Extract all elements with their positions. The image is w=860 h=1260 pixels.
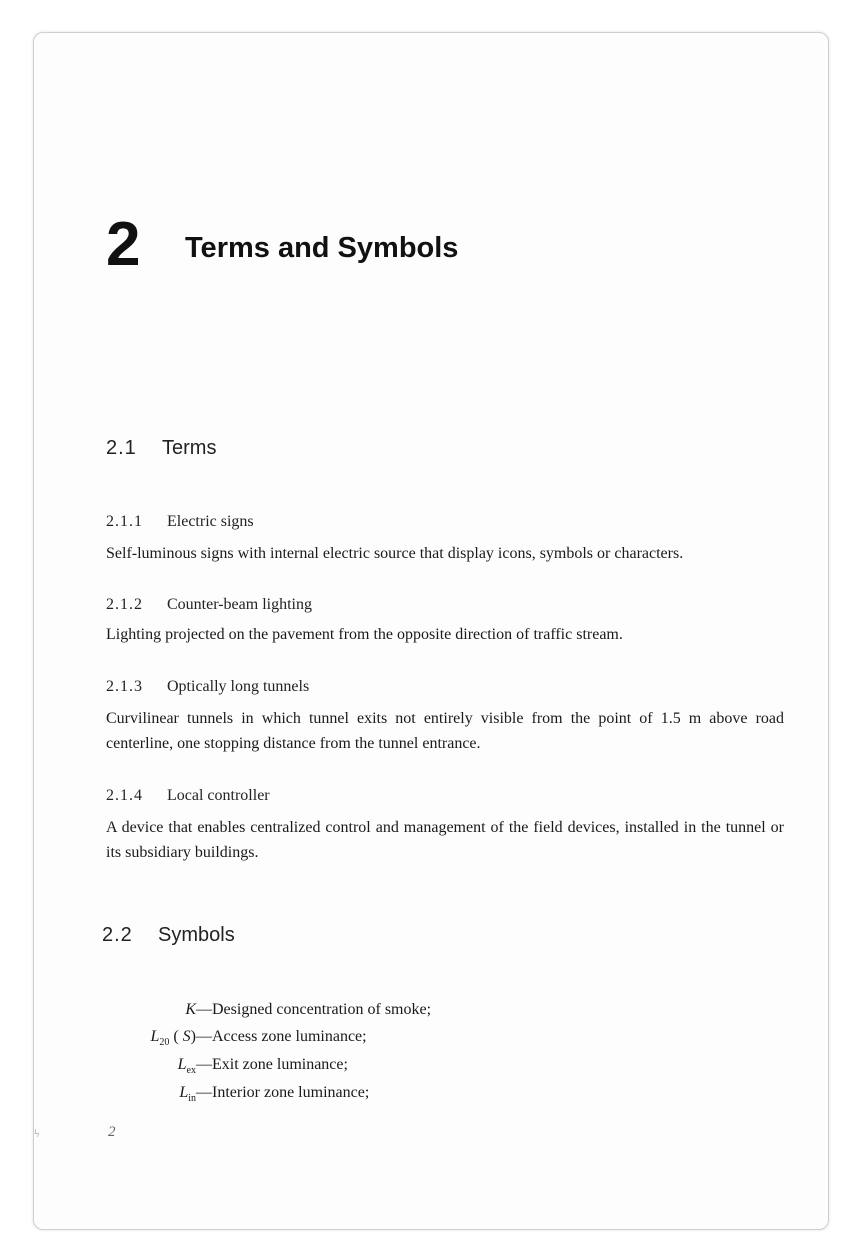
symbol-row: $L_{in}—Interior$ zone luminance; <box>100 1082 500 1104</box>
term-title: Counter-beam lighting <box>167 596 312 613</box>
page-number: 2 <box>108 1124 116 1140</box>
term-number: 2.1.2 <box>106 596 143 613</box>
term-heading <box>106 786 270 806</box>
section-heading-symbols <box>102 922 235 948</box>
section-heading-terms <box>106 435 216 461</box>
term-title: Local controller <box>167 787 270 804</box>
symbol-row: K—Designed concentration of smoke; <box>100 999 500 1021</box>
margin-mark: ϟ <box>34 1126 40 1140</box>
term-number: 2.1.3 <box>106 678 143 695</box>
section-title: Terms <box>162 437 217 459</box>
symbol-row: $L_{ex}—Exit$ zone luminance; <box>100 1054 500 1076</box>
term-number: 2.1.4 <box>106 787 143 804</box>
symbol-description: Exit zone luminance; <box>212 1056 348 1073</box>
term-heading <box>106 512 254 532</box>
term-title: Optically long tunnels <box>167 678 310 695</box>
section-number: 2.1 <box>106 437 137 459</box>
term-heading <box>106 677 309 697</box>
symbol-description: Interior zone luminance; <box>212 1084 370 1101</box>
symbol: $L_{ex}$ <box>177 1056 196 1077</box>
chapter-number: 2 <box>106 210 141 279</box>
term-definition: Curvilinear tunnels in which tunnel exits not entirely visible from the point of 1.5 m above road centerline, one stopping distance from the tunnel entrance. <box>106 710 784 752</box>
symbol: K <box>185 1001 196 1018</box>
term-definition: Lighting projected on the pavement from the opposite direction of traffic stream. <box>106 626 623 643</box>
symbol: $L_{20}$ ( S) <box>150 1028 196 1049</box>
term-definition: Self-luminous signs with internal electric source that display icons, symbols or characters. <box>106 545 684 562</box>
term-heading <box>106 595 312 615</box>
symbol-row: $L_{20}$ ( S)—Access zone luminance; <box>100 1026 500 1048</box>
symbol-description: Designed concentration of smoke; <box>212 1001 432 1018</box>
term-title: Electric signs <box>167 513 254 530</box>
term-number: 2.1.1 <box>106 513 143 530</box>
section-number: 2.2 <box>102 924 133 946</box>
section-title: Symbols <box>158 924 235 946</box>
symbol: $L_{in}$ <box>179 1084 196 1105</box>
chapter-title: Terms and Symbols <box>185 232 459 264</box>
term-definition: A device that enables centralized control and management of the field devices, installed in the tunnel or its subsidiary buildings. <box>106 819 784 861</box>
symbol-description: Access zone luminance; <box>212 1028 367 1045</box>
